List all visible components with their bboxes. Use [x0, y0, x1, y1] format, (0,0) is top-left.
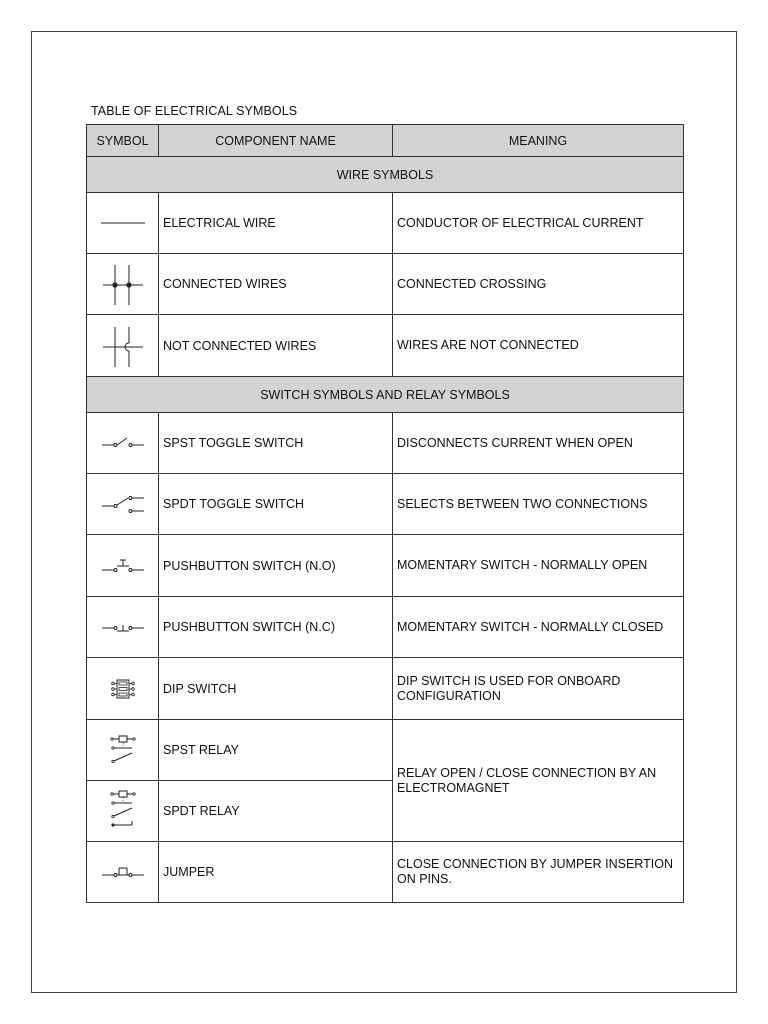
- component-name: CONNECTED WIRES: [159, 254, 393, 315]
- electrical-wire-icon: [87, 193, 159, 254]
- header-symbol: SYMBOL: [87, 125, 159, 157]
- component-meaning: CLOSE CONNECTION BY JUMPER INSERTION ON PINS.: [393, 842, 684, 903]
- pushbutton-nc-icon: [87, 597, 159, 658]
- table-row: [87, 193, 684, 254]
- component-name: JUMPER: [159, 842, 393, 903]
- component-name: SPST RELAY: [159, 720, 393, 781]
- header-row: [87, 125, 684, 157]
- component-name: SPDT RELAY: [159, 781, 393, 842]
- section-title-switch: SWITCH SYMBOLS AND RELAY SYMBOLS: [87, 377, 684, 413]
- component-meaning: SELECTS BETWEEN TWO CONNECTIONS: [393, 474, 684, 535]
- table-row: [87, 413, 684, 474]
- component-name: SPDT TOGGLE SWITCH: [159, 474, 393, 535]
- header-meaning: MEANING: [393, 125, 684, 157]
- component-meaning: CONNECTED CROSSING: [393, 254, 684, 315]
- connected-wires-icon: [87, 254, 159, 315]
- component-meaning: MOMENTARY SWITCH - NORMALLY CLOSED: [393, 597, 684, 658]
- header-component-name: COMPONENT NAME: [159, 125, 393, 157]
- component-meaning: DIP SWITCH IS USED FOR ONBOARD CONFIGURATION: [393, 658, 684, 720]
- table-row: [87, 842, 684, 903]
- dip-switch-icon: [87, 658, 159, 720]
- table-row: [87, 254, 684, 315]
- section-row-wire: [87, 157, 684, 193]
- jumper-icon: [87, 842, 159, 903]
- spst-toggle-switch-icon: [87, 413, 159, 474]
- component-name: PUSHBUTTON SWITCH (N.C): [159, 597, 393, 658]
- component-name: PUSHBUTTON SWITCH (N.O): [159, 535, 393, 597]
- table-row: [87, 315, 684, 377]
- component-name: ELECTRICAL WIRE: [159, 193, 393, 254]
- table-row: [87, 474, 684, 535]
- table-row: [87, 535, 684, 597]
- component-name: SPST TOGGLE SWITCH: [159, 413, 393, 474]
- table-caption: TABLE OF ELECTRICAL SYMBOLS: [91, 104, 298, 118]
- spst-relay-icon: [87, 720, 159, 781]
- table-row: [87, 720, 684, 781]
- pushbutton-no-icon: [87, 535, 159, 597]
- spdt-toggle-switch-icon: [87, 474, 159, 535]
- component-name: DIP SWITCH: [159, 658, 393, 720]
- electrical-symbols-table: [86, 124, 684, 903]
- spdt-relay-icon: [87, 781, 159, 842]
- component-meaning: WIRES ARE NOT CONNECTED: [393, 315, 684, 377]
- component-meaning: DISCONNECTS CURRENT WHEN OPEN: [393, 413, 684, 474]
- table-row: [87, 597, 684, 658]
- section-row-switch: [87, 377, 684, 413]
- component-meaning: RELAY OPEN / CLOSE CONNECTION BY AN ELECTROMAGNET: [393, 720, 684, 842]
- component-name: NOT CONNECTED WIRES: [159, 315, 393, 377]
- component-meaning: CONDUCTOR OF ELECTRICAL CURRENT: [393, 193, 684, 254]
- component-meaning: MOMENTARY SWITCH - NORMALLY OPEN: [393, 535, 684, 597]
- table-row: [87, 658, 684, 720]
- not-connected-wires-icon: [87, 315, 159, 377]
- section-title-wire: WIRE SYMBOLS: [87, 157, 684, 193]
